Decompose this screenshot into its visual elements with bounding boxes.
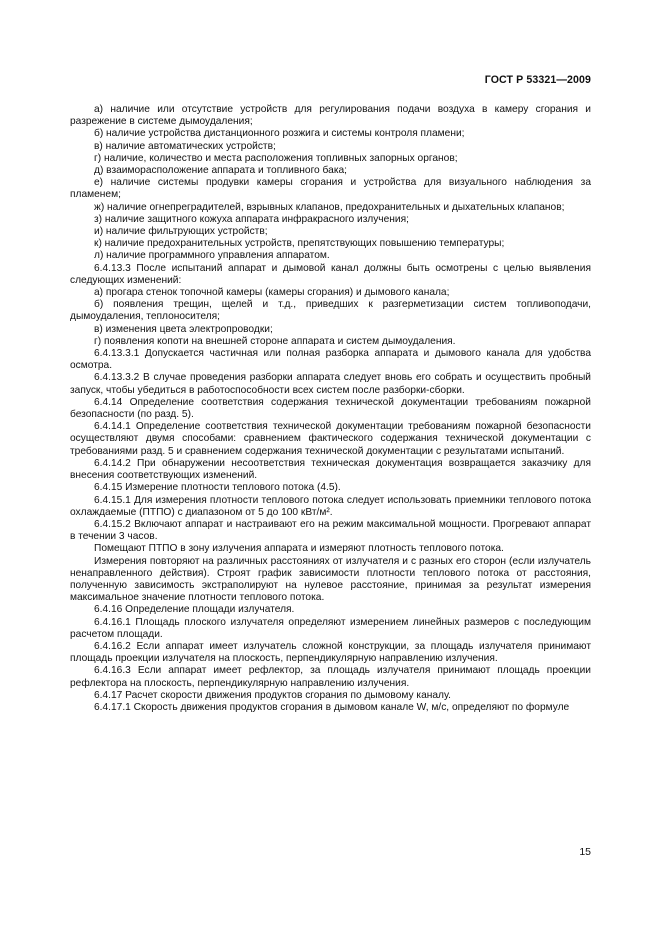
document-body: [70, 104, 591, 714]
clause-6-4-13-3-1: 6.4.13.3.1 Допускается частичная или полная разборка аппарата и дымового канала для удобства осмотра.: [70, 348, 591, 372]
paragraph-repeat-measurements: Измерения повторяют на различных расстояниях от излучателя и с разных его сторон (если излучатель ненаправленного действия). Строят график зависимости плотности теплового потока от расстояния, полученную зависимость экстраполируют на нулевое расстояние, принимая за результат измерения максимальное значение плотности теплового потока.: [70, 555, 591, 604]
change-item-g: г) появления копоти на внешней стороне аппарата и систем дымоудаления.: [94, 335, 456, 347]
list-item-v: в) наличие автоматических устройств;: [94, 140, 276, 152]
list-item-l: л) наличие программного управления аппаратом.: [94, 250, 330, 262]
list-item-a: а) наличие или отсутствие устройств для регулирования подачи воздуха в камеру сгорания и разрежение в системе дымоудаления;: [70, 104, 591, 128]
clause-6-4-15: 6.4.15 Измерение плотности теплового потока (4.5).: [94, 482, 341, 494]
clause-6-4-16: 6.4.16 Определение площади излучателя.: [94, 604, 295, 616]
paragraph-place-ptpo: Помещают ПТПО в зону излучения аппарата и измеряют плотность теплового потока.: [94, 543, 504, 555]
list-item-b: б) наличие устройства дистанционного розжига и системы контроля пламени;: [94, 128, 465, 140]
clause-6-4-13-3-2: 6.4.13.3.2 В случае проведения разборки аппарата следует вновь его собрать и осуществить пробный запуск, чтобы убедиться в работоспособности всех систем после разборки-сборки.: [70, 372, 591, 396]
change-item-v: в) изменения цвета электропроводки;: [94, 323, 273, 335]
list-item-zh: ж) наличие огнепреградителей, взрывных клапанов, предохранительных и дыхательных клапанов;: [94, 201, 565, 213]
clause-6-4-14-1: 6.4.14.1 Определение соответствия технической документации требованиям пожарной безопасности осуществляют двумя способами: сравнением фактического содержания технической документации с требованиями разд. 5 и сравнением содержания технической документации с результатами испытаний.: [70, 421, 591, 457]
change-item-b: б) появления трещин, щелей и т.д., приведших к разгерметизации систем топливоподачи, дымоудаления, теплоносителя;: [70, 299, 591, 323]
clause-6-4-14: 6.4.14 Определение соответствия содержания технической документации требованиям пожарной безопасности (по разд. 5).: [70, 396, 591, 421]
list-item-z: з) наличие защитного кожуха аппарата инфракрасного излучения;: [94, 213, 409, 225]
clause-6-4-16-3: 6.4.16.3 Если аппарат имеет рефлектор, за площадь излучателя принимают площадь проекции рефлектора на плоскость, перпендикулярную направлению излучения.: [70, 665, 591, 689]
list-item-g: г) наличие, количество и места расположения топливных запорных органов;: [94, 152, 458, 164]
page-number: 15: [579, 846, 591, 858]
list-item-i: и) наличие фильтрующих устройств;: [94, 226, 268, 238]
clause-6-4-17: 6.4.17 Расчет скорости движения продуктов сгорания по дымовому каналу.: [94, 689, 451, 701]
clause-6-4-16-1: 6.4.16.1 Площадь плоского излучателя определяют измерением линейных размеров с последующим расчетом площади.: [70, 616, 591, 640]
clause-6-4-17-1: 6.4.17.1 Скорость движения продуктов сгорания в дымовом канале W, м/с, определяют по формуле: [94, 701, 570, 713]
list-item-k: к) наличие предохранительных устройств, препятствующих повышению температуры;: [94, 238, 505, 250]
clause-6-4-14-2: 6.4.14.2 При обнаружении несоответствия техническая документация возвращается заказчику для внесения соответствующих изменений.: [70, 457, 591, 482]
clause-6-4-16-2: 6.4.16.2 Если аппарат имеет излучатель сложной конструкции, за площадь излучателя принимают площадь проекции излучателя на плоскость, перпендикулярную направлению излучения.: [70, 640, 591, 665]
clause-6-4-15-1: 6.4.15.1 Для измерения плотности теплового потока следует использовать приемники теплового потока охлаждаемые (ПТПО) с диапазоном от 5 до 100 кВт/м².: [70, 494, 591, 518]
change-item-a: а) прогара стенок топочной камеры (камеры сгорания) и дымового канала;: [94, 287, 450, 299]
clause-6-4-15-2: 6.4.15.2 Включают аппарат и настраивают его на режим максимальной мощности. Прогревают аппарат в течении 3 часов.: [70, 518, 591, 543]
list-item-e: е) наличие системы продувки камеры сгорания и устройства для визуального наблюдения за пламенем;: [70, 177, 591, 201]
list-item-d: д) взаиморасположение аппарата и топливного бака;: [94, 165, 347, 177]
standard-header: ГОСТ Р 53321—2009: [484, 74, 591, 86]
clause-6-4-13-3: 6.4.13.3 После испытаний аппарат и дымовой канал должны быть осмотрены с целью выявления следующих изменений:: [70, 262, 591, 286]
